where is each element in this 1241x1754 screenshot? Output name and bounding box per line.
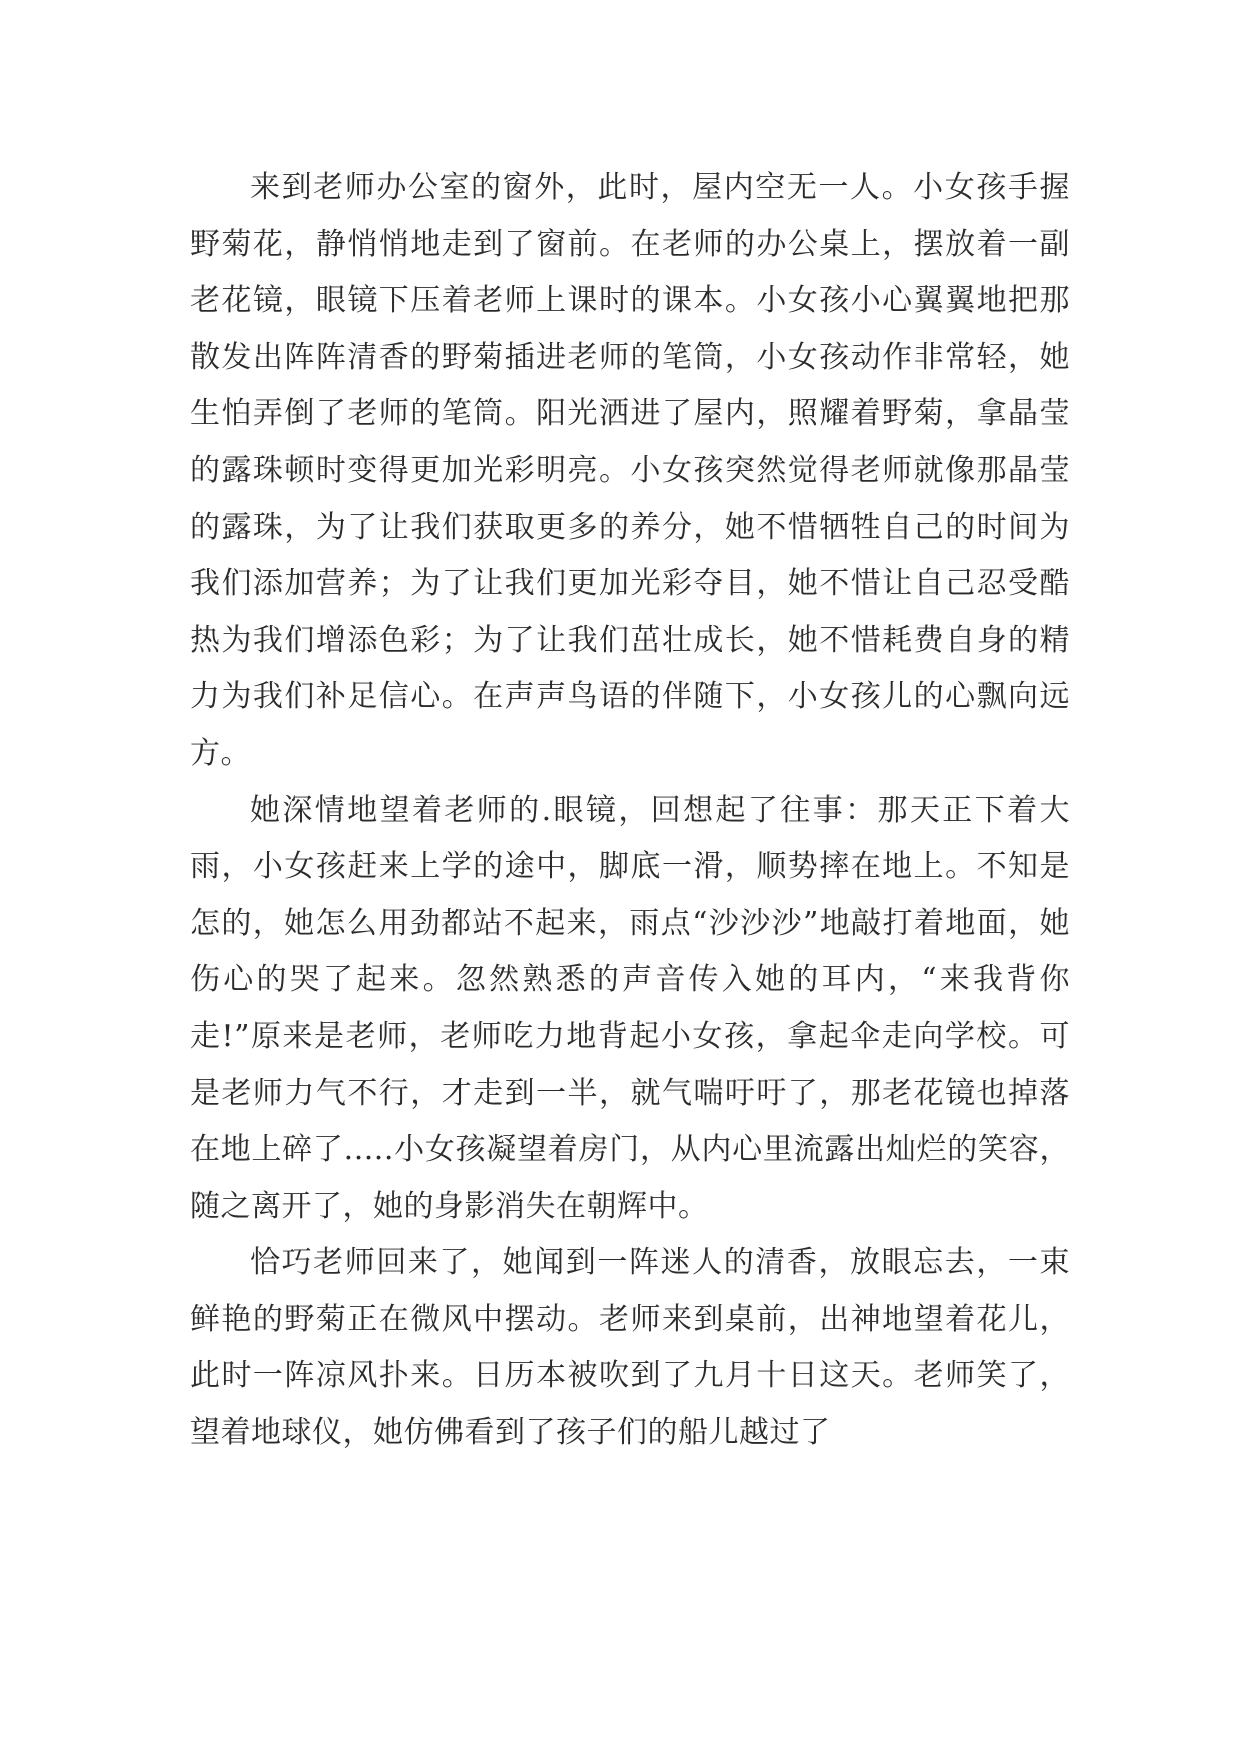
document-page — [190, 160, 1070, 1462]
paragraph-3: 恰巧老师回来了，她闻到一阵迷人的清香，放眼忘去，一束鲜艳的野菊正在微风中摆动。老师来到桌前，出神地望着花儿，此时一阵凉风扑来。日历本被吹到了九月十日这天。老师笑了，望着地球仪，她仿佛看到了孩子们的船儿越过了 — [190, 1245, 1070, 1451]
paragraph-1: 来到老师办公室的窗外，此时，屋内空无一人。小女孩手握野菊花，静悄悄地走到了窗前。在老师的办公桌上，摆放着一副老花镜，眼镜下压着老师上课时的课本。小女孩小心翼翼地把那散发出阵阵清香的野菊插进老师的笔筒，小女孩动作非常轻，她生怕弄倒了老师的笔筒。阳光洒进了屋内，照耀着野菊，拿晶莹的露珠顿时变得更加光彩明亮。小女孩突然觉得老师就像那晶莹的露珠，为了让我们获取更多的养分，她不惜牺牲自己的时间为我们添加营养；为了让我们更加光彩夺目，她不惜让自己忍受酷热为我们增添色彩；为了让我们茁壮成长，她不惜耗费自身的精力为我们补足信心。在声声鸟语的伴随下，小女孩儿的心飘向远方。 — [190, 170, 1070, 771]
paragraph-2: 她深情地望着老师的.眼镜，回想起了往事：那天正下着大雨，小女孩赶来上学的途中，脚底一滑，顺势摔在地上。不知是怎的，她怎么用劲都站不起来，雨点“沙沙沙”地敲打着地面，她伤心的哭了起来。忽然熟悉的声音传入她的耳内，“来我背你走!”原来是老师，老师吃力地背起小女孩，拿起伞走向学校。可是老师力气不行，才走到一半，就气喘吁吁了，那老花镜也掉落在地上碎了.....小女孩凝望着房门，从内心里流露出灿烂的笑容，随之离开了，她的身影消失在朝辉中。 — [190, 792, 1070, 1224]
